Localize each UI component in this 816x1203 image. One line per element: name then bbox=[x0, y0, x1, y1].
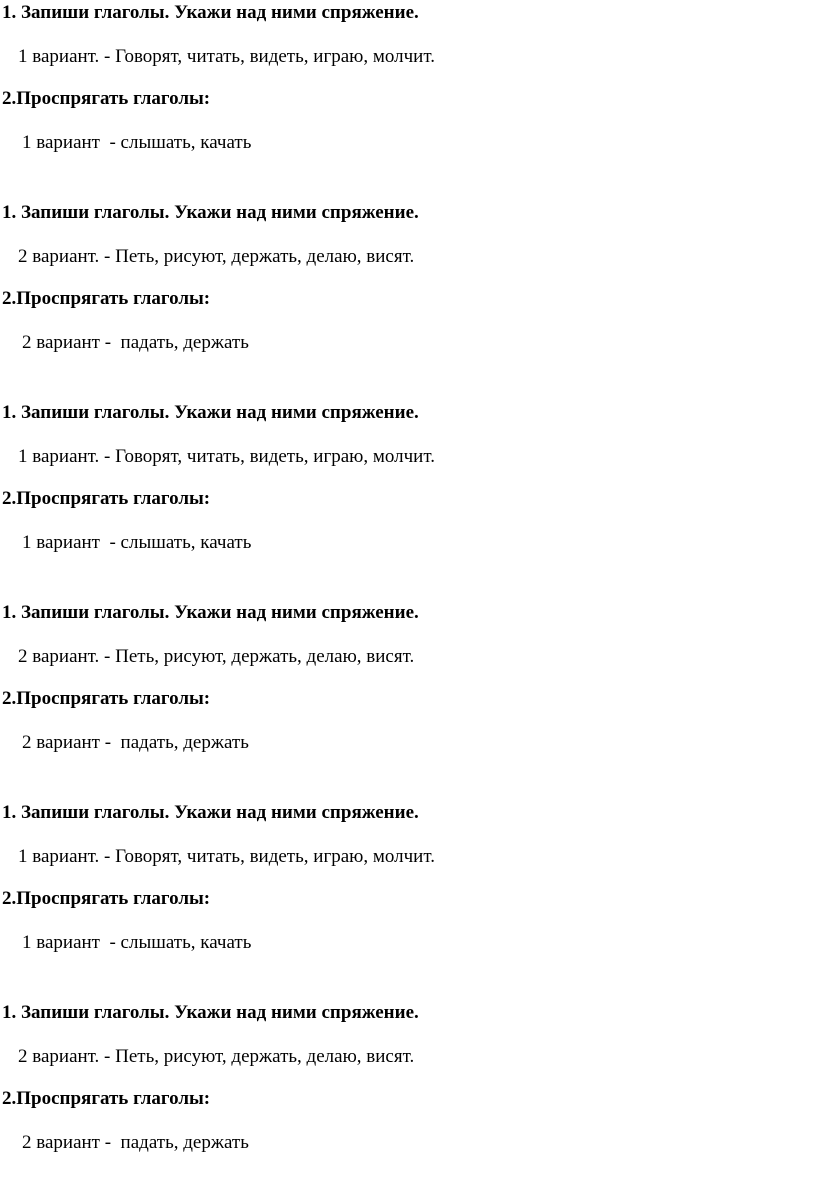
task1-verbs: 2 вариант. - Петь, рисуют, держать, делаю, висят. bbox=[18, 646, 415, 667]
task2-heading: 2.Проспрягать глаголы: bbox=[2, 1088, 211, 1109]
task1-heading: 1. Запиши глаголы. Укажи над ними спряжение. bbox=[2, 602, 419, 623]
exercise-card-variant-2 bbox=[0, 200, 816, 390]
task2-verbs: 2 вариант - падать, держать bbox=[22, 732, 249, 753]
task1-heading: 1. Запиши глаголы. Укажи над ними спряжение. bbox=[2, 802, 419, 823]
exercise-card-variant-2 bbox=[0, 1000, 816, 1190]
exercise-card-variant-2 bbox=[0, 600, 816, 790]
task2-heading: 2.Проспрягать глаголы: bbox=[2, 688, 211, 709]
task2-verbs: 1 вариант - слышать, качать bbox=[22, 132, 252, 153]
task1-verbs: 2 вариант. - Петь, рисуют, держать, делаю, висят. bbox=[18, 246, 415, 267]
task2-verbs: 1 вариант - слышать, качать bbox=[22, 932, 252, 953]
task2-heading: 2.Проспрягать глаголы: bbox=[2, 88, 211, 109]
task1-heading: 1. Запиши глаголы. Укажи над ними спряжение. bbox=[2, 1002, 419, 1023]
task1-heading: 1. Запиши глаголы. Укажи над ними спряжение. bbox=[2, 402, 419, 423]
exercise-card-variant-1 bbox=[0, 400, 816, 590]
task2-heading: 2.Проспрягать глаголы: bbox=[2, 288, 211, 309]
task2-verbs: 2 вариант - падать, держать bbox=[22, 332, 249, 353]
task1-verbs: 2 вариант. - Петь, рисуют, держать, делаю, висят. bbox=[18, 1046, 415, 1067]
task1-verbs: 1 вариант. - Говорят, читать, видеть, играю, молчит. bbox=[18, 46, 435, 67]
task2-heading: 2.Проспрягать глаголы: bbox=[2, 888, 211, 909]
task1-verbs: 1 вариант. - Говорят, читать, видеть, играю, молчит. bbox=[18, 446, 435, 467]
task2-verbs: 2 вариант - падать, держать bbox=[22, 1132, 249, 1153]
task2-heading: 2.Проспрягать глаголы: bbox=[2, 488, 211, 509]
exercise-card-variant-1 bbox=[0, 0, 816, 190]
task2-verbs: 1 вариант - слышать, качать bbox=[22, 532, 252, 553]
task1-verbs: 1 вариант. - Говорят, читать, видеть, играю, молчит. bbox=[18, 846, 435, 867]
task1-heading: 1. Запиши глаголы. Укажи над ними спряжение. bbox=[2, 2, 419, 23]
task1-heading: 1. Запиши глаголы. Укажи над ними спряжение. bbox=[2, 202, 419, 223]
exercise-card-variant-1 bbox=[0, 800, 816, 990]
